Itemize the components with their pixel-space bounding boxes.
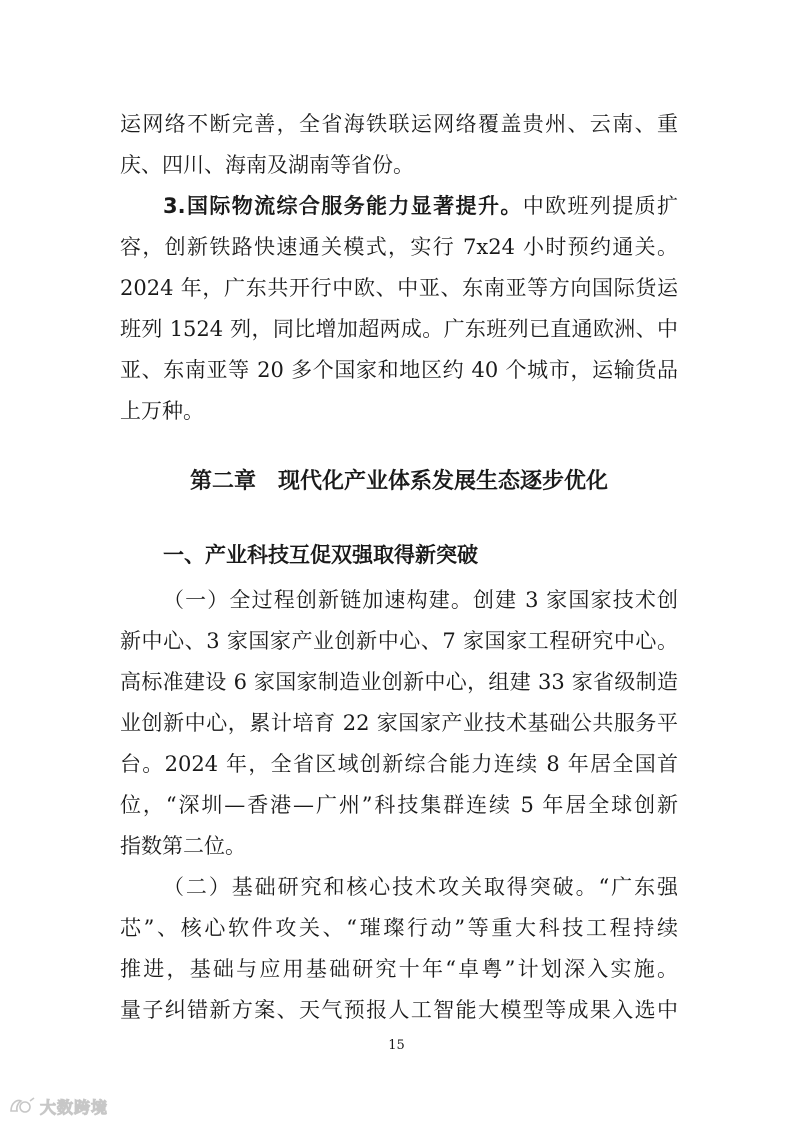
paragraph-2-lead: 3.国际物流综合服务能力显著提升。 bbox=[163, 194, 523, 218]
paragraph-1-line-1: 运网络不断完善，全省海铁联运网络覆盖贵州、云南、重 bbox=[120, 112, 678, 136]
paragraph-3-line-1-rest: 创建 3 家国家技术创 bbox=[473, 588, 678, 612]
paragraph-2-line-1 bbox=[163, 192, 678, 220]
watermark-text: 大数跨境 bbox=[40, 1097, 109, 1117]
paragraph-4-line-4: 量子纠错新方案、天气预报人工智能大模型等成果入选中 bbox=[120, 998, 678, 1022]
section-title: 一、产业科技互促双强取得新突破 bbox=[163, 543, 478, 567]
paragraph-3-line-7: 指数第二位。 bbox=[120, 834, 246, 858]
paragraph-1-line-2: 庆、四川、海南及湖南等省份。 bbox=[120, 153, 414, 177]
paragraph-2-line-1-rest: 中欧班列提质扩 bbox=[522, 194, 678, 218]
paragraph-4-line-1 bbox=[163, 873, 678, 901]
paragraph-3-lead: （一）全过程创新链加速构建。 bbox=[163, 588, 473, 612]
chapter-title: 第二章 现代化产业体系发展生态逐步优化 bbox=[189, 468, 608, 494]
paragraph-3-line-4: 业创新中心，累计培育 22 家国家产业技术基础公共服务平 bbox=[120, 711, 678, 735]
paragraph-3-line-2: 新中心、3 家国家产业创新中心、7 家国家工程研究中心。 bbox=[120, 629, 678, 653]
paragraph-2-line-3: 2024 年，广东共开行中欧、中亚、东南亚等方向国际货运 bbox=[120, 276, 678, 300]
paragraph-4-line-1-rest: “广东强 bbox=[598, 875, 678, 899]
paragraph-2-line-5: 亚、东南亚等 20 多个国家和地区约 40 个城市，运输货品 bbox=[120, 358, 678, 382]
paragraph-2-line-2: 容，创新铁路快速通关模式，实行 7x24 小时预约通关。 bbox=[120, 235, 678, 259]
paragraph-2-line-6: 上万种。 bbox=[120, 399, 204, 423]
paragraph-4-line-2: 芯”、核心软件攻关、“璀璨行动”等重大科技工程持续 bbox=[120, 916, 678, 940]
paragraph-4-line-3: 推进，基础与应用基础研究十年“卓粤”计划深入实施。 bbox=[120, 957, 678, 981]
paragraph-4-lead: （二）基础研究和核心技术攻关取得突破。 bbox=[163, 875, 599, 899]
paragraph-3-line-1 bbox=[163, 586, 678, 614]
paragraph-3-line-6: 位，“深圳—香港—广州”科技集群连续 5 年居全球创新 bbox=[120, 793, 678, 817]
paragraph-2-line-4: 班列 1524 列，同比增加超两成。广东班列已直通欧洲、中 bbox=[120, 317, 678, 341]
watermark bbox=[8, 1094, 108, 1118]
dashuju-logo-icon bbox=[8, 1095, 36, 1117]
page-number: 15 bbox=[388, 1038, 405, 1053]
paragraph-3-line-5: 台。2024 年，全省区域创新综合能力连续 8 年居全国首 bbox=[120, 752, 679, 776]
paragraph-3-line-3: 高标准建设 6 家国家制造业创新中心，组建 33 家省级制造 bbox=[120, 670, 678, 694]
